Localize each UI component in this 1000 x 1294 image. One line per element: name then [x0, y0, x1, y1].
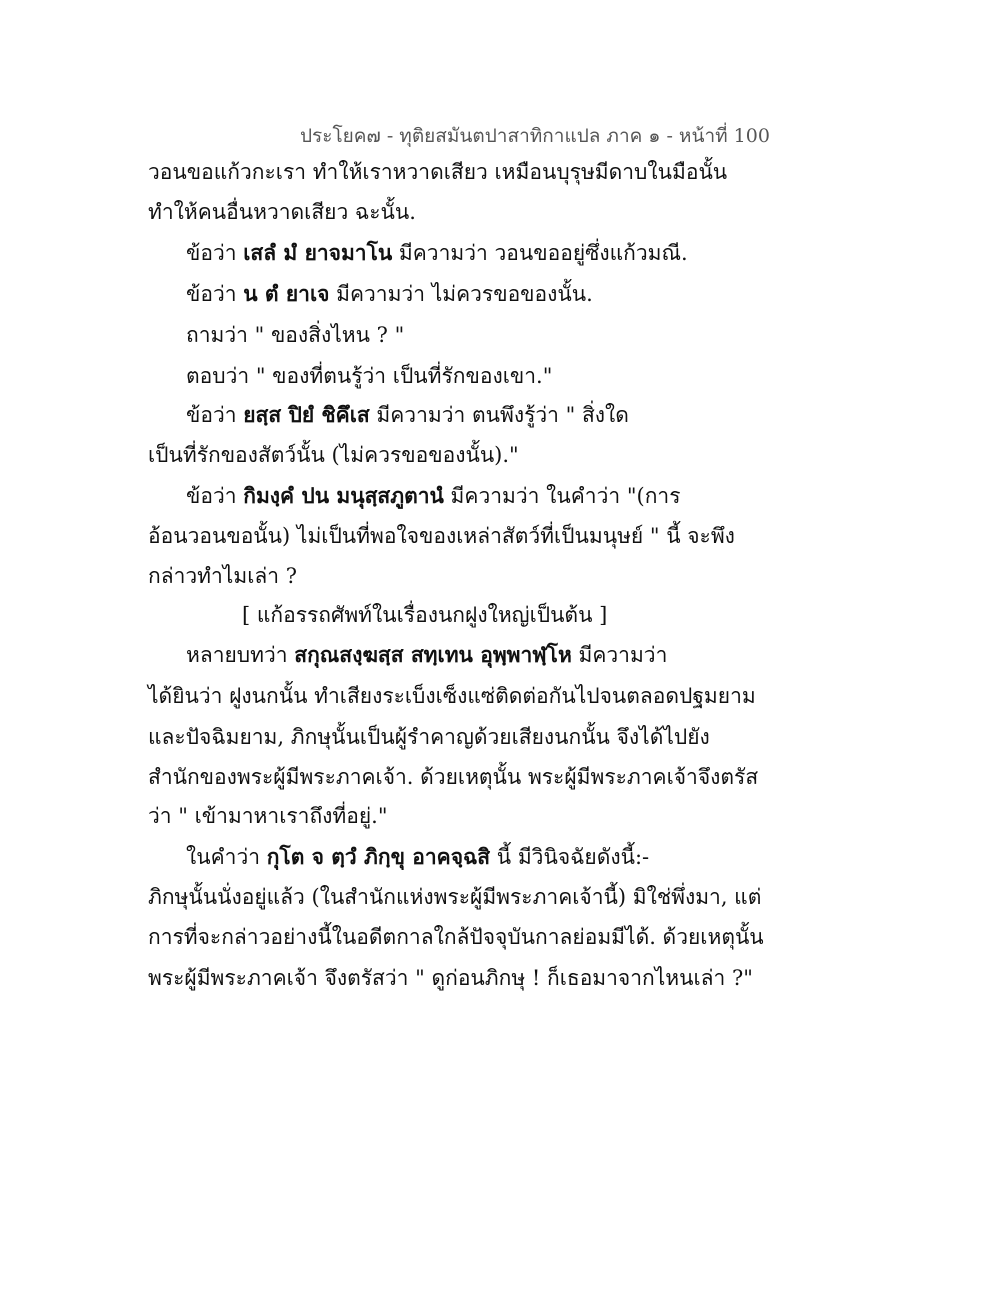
text-span: มีความว่า ในคำว่า "(การ — [443, 484, 681, 508]
text-line: และปัจฉิมยาม, ภิกษุนั้นเป็นผู้รำคาญด้วยเสียงนกนั้น จึงได้ไปยัง — [148, 725, 710, 749]
text-line — [186, 238, 688, 268]
text-line: วอนขอแก้วกะเรา ทำให้เราหวาดเสียว เหมือนบุรุษมีดาบในมือนั้น — [148, 160, 728, 184]
text-span: ข้อว่า — [186, 403, 244, 427]
text-line: เป็นที่รักของสัตว์นั้น (ไม่ควรขอของนั้น)." — [148, 443, 519, 467]
text-span: หลายบทว่า — [186, 643, 295, 667]
text-span: มีความว่า — [571, 643, 668, 667]
text-line: ได้ยินว่า ฝูงนกนั้น ทำเสียงระเบ็งเซ็งแซ่ติดต่อกันไปจนตลอดปฐมยาม — [148, 684, 756, 708]
text-line — [186, 640, 667, 670]
text-line — [186, 279, 593, 309]
text-line: ตอบว่า " ของที่ตนรู้ว่า เป็นที่รักของเขา." — [186, 364, 553, 388]
text-span: ข้อว่า — [186, 282, 244, 306]
text-span: มีความว่า ตนพึงรู้ว่า " สิ่งใด — [369, 403, 629, 427]
text-span: มีความว่า ไม่ควรขอของนั้น. — [329, 282, 593, 306]
text-span: นี้ มีวินิจฉัยดังนี้:- — [490, 845, 650, 869]
text-line — [186, 481, 680, 511]
text-line: ถามว่า " ของสิ่งไหน ? " — [186, 323, 405, 347]
text-line: ว่า " เข้ามาหาเราถึงที่อยู่." — [148, 804, 388, 828]
text-line — [186, 842, 649, 872]
text-line: สำนักของพระผู้มีพระภาคเจ้า. ด้วยเหตุนั้น พระผู้มีพระภาคเจ้าจึงตรัส — [148, 765, 759, 789]
pali-term: กุโต จ ตฺวํ ภิกฺขุ อาคจฺฉสิ — [266, 844, 491, 869]
pali-term: เสลํ มํ ยาจมาโน — [243, 240, 393, 265]
text-line: พระผู้มีพระภาคเจ้า จึงตรัสว่า " ดูก่อนภิกษุ ! ก็เธอมาจากไหนเล่า ?" — [148, 966, 753, 990]
section-heading: [ แก้อรรถศัพท์ในเรื่องนกฝูงใหญ่เป็นต้น ] — [242, 603, 608, 627]
text-span: ข้อว่า — [186, 241, 244, 265]
pali-term: น ตํ ยาเจ — [243, 281, 330, 306]
text-line: กล่าวทำไมเล่า ? — [148, 564, 297, 588]
text-span: ในคำว่า — [186, 845, 267, 869]
text-line: การที่จะกล่าวอย่างนี้ในอดีตกาลใกล้ปัจจุบันกาลย่อมมีได้. ด้วยเหตุนั้น — [148, 925, 764, 949]
text-line: อ้อนวอนขอนั้น) ไม่เป็นที่พอใจของเหล่าสัตว์ที่เป็นมนุษย์ " นี้ จะพึง — [148, 524, 735, 548]
pali-term: กิมงฺคํ ปน มนุสฺสภูตานํ — [243, 483, 444, 508]
pali-term: สกุณสงฺฆสฺส สทฺเทน อุพฺพาฬฺโห — [294, 642, 572, 667]
text-span: มีความว่า วอนขออยู่ซึ่งแก้วมณี. — [392, 241, 688, 265]
text-line — [186, 400, 629, 430]
text-span: ข้อว่า — [186, 484, 244, 508]
text-line: ภิกษุนั้นนั่งอยู่แล้ว (ในสำนักแห่งพระผู้มีพระภาคเจ้านี้) มิใช่พึ่งมา, แต่ — [148, 885, 762, 909]
page-header: ประโยค๗ - ทุติยสมันตปาสาทิกาแปล ภาค ๑ - หน้าที่ 100 — [300, 125, 770, 147]
text-line: ทำให้คนอื่นหวาดเสียว ฉะนั้น. — [148, 200, 416, 224]
pali-term: ยสฺส ปิยํ ชิคึเส — [243, 402, 370, 427]
